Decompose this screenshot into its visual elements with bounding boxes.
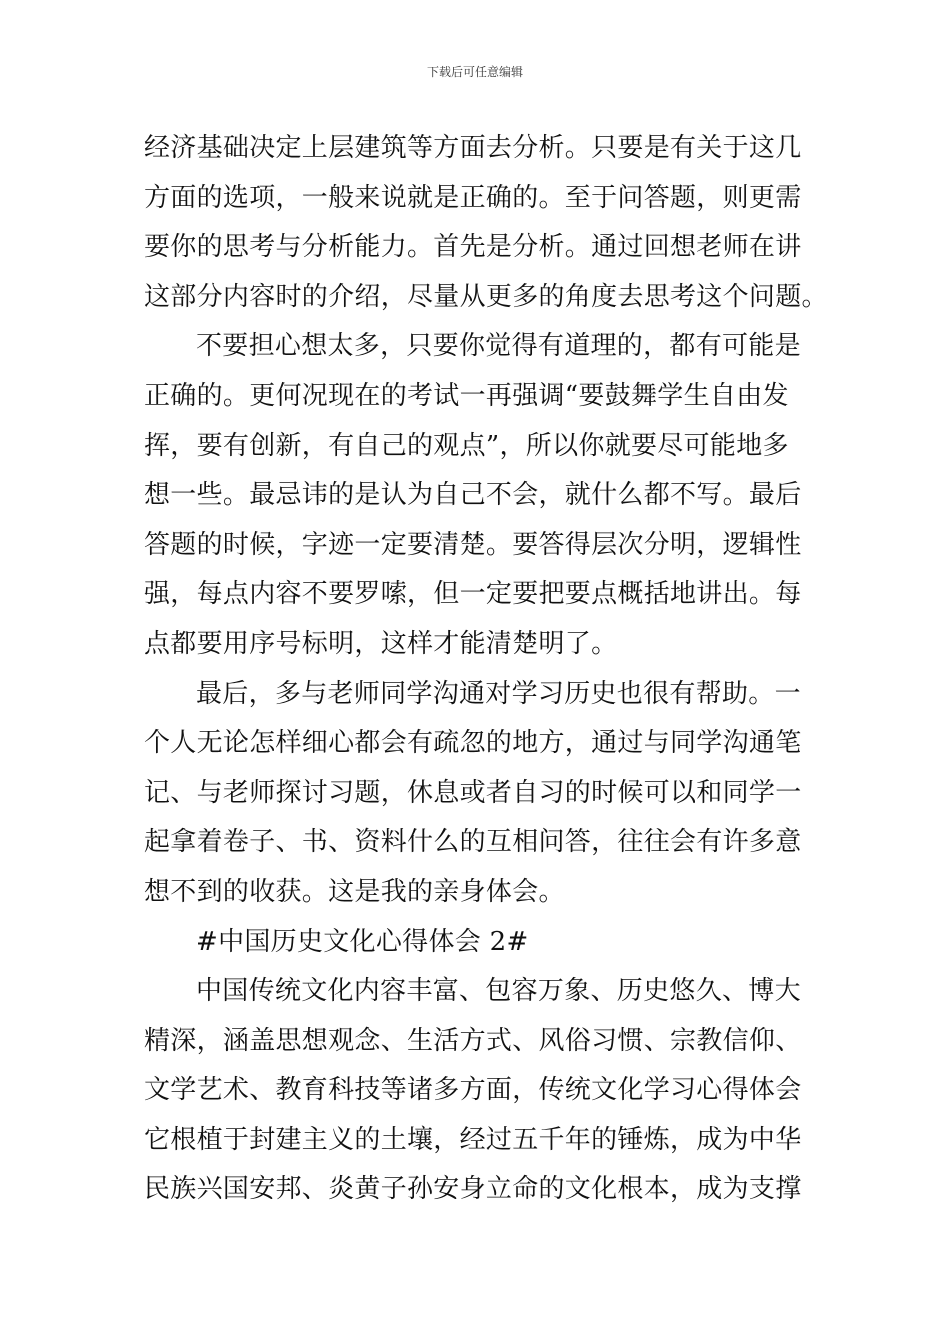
text-line: 起拿着卷子、书、资料什么的互相问答，往往会有许多意 bbox=[144, 827, 802, 858]
paragraph-start-line: 中国传统文化内容丰富、包容万象、历史悠久、博大 bbox=[196, 976, 801, 1007]
text-line: 挥，要有创新，有自己的观点”，所以你就要尽可能地多 bbox=[144, 430, 789, 461]
text-line: 文学艺术、教育科技等诸多方面，传统文化学习心得体会 bbox=[144, 1075, 802, 1106]
text-line: 民族兴国安邦、炎黄子孙安身立命的文化根本，成为支撑 bbox=[144, 1174, 802, 1205]
text-line: 正确的。更何况现在的考试一再强调“要鼓舞学生自由发 bbox=[144, 380, 789, 411]
text-line: 答题的时候，字迹一定要清楚。要答得层次分明，逻辑性 bbox=[144, 529, 802, 560]
section-heading: #中国历史文化心得体会 2# bbox=[196, 926, 529, 957]
text-line: 想一些。最忌讳的是认为自己不会，就什么都不写。最后 bbox=[144, 480, 802, 511]
page-header: 下载后可任意编辑 bbox=[426, 65, 523, 79]
text-line: 点都要用序号标明，这样才能清楚明了。 bbox=[144, 628, 618, 659]
text-line: 强，每点内容不要罗嗦，但一定要把要点概括地讲出。每 bbox=[144, 579, 802, 610]
paragraph-start-line: 最后，多与老师同学沟通对学习历史也很有帮助。一 bbox=[196, 678, 801, 709]
text-line: 方面的选项，一般来说就是正确的。至于问答题，则更需 bbox=[144, 182, 802, 213]
text-line: 想不到的收获。这是我的亲身体会。 bbox=[144, 876, 565, 907]
text-line: 精深，涵盖思想观念、生活方式、风俗习惯、宗教信仰、 bbox=[144, 1025, 802, 1056]
text-line: 这部分内容时的介绍，尽量从更多的角度去思考这个问题。 bbox=[144, 281, 828, 312]
text-line: 记、与老师探讨习题，休息或者自习的时候可以和同学一 bbox=[144, 777, 802, 808]
paragraph-start-line: 不要担心想太多，只要你觉得有道理的，都有可能是 bbox=[196, 331, 801, 362]
text-line: 要你的思考与分析能力。首先是分析。通过回想老师在讲 bbox=[144, 232, 802, 263]
document-body bbox=[144, 124, 828, 1215]
text-line: 个人无论怎样细心都会有疏忽的地方，通过与同学沟通笔 bbox=[144, 728, 802, 759]
text-line: 它根植于封建主义的土壤，经过五千年的锤炼，成为中华 bbox=[144, 1124, 802, 1155]
text-line: 经济基础决定上层建筑等方面去分析。只要是有关于这几 bbox=[144, 133, 802, 163]
